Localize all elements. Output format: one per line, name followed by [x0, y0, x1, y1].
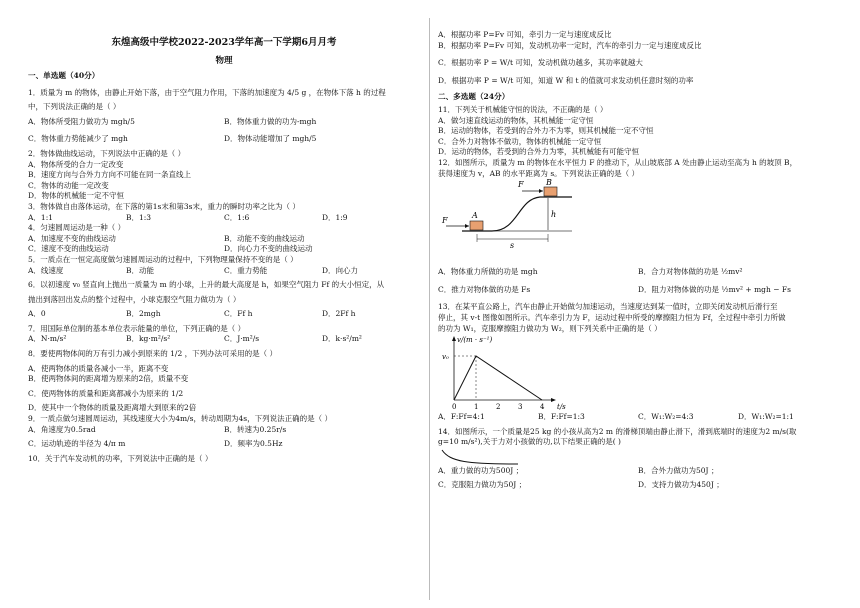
- tick-label: 4: [540, 403, 545, 412]
- question-text: 13．在某平直公路上，汽车由静止开始做匀加速运动，当速度达到某一值时，立即关闭发动机后滑行至: [438, 302, 778, 312]
- option-b: B．动能不变的曲线运动: [224, 233, 305, 243]
- label-a: A: [472, 211, 478, 221]
- question-text: g=10 m/s²),关于力对小孩做的功,以下结果正确的是( ): [438, 437, 621, 447]
- option-a: A．物体所受阻力做功为 mgh/5: [28, 116, 135, 126]
- option-a: A．F:Ff=4:1: [438, 412, 485, 422]
- right-column: [438, 0, 838, 608]
- section-heading: 二、多选题（24分）: [438, 92, 510, 102]
- label-f-bottom: F: [442, 216, 448, 226]
- y-axis-label: v/(m · s⁻¹): [457, 336, 493, 345]
- option-a: A．物体重力所做的功是 mgh: [438, 267, 538, 277]
- section-heading: 一、单选题（40分）: [28, 71, 100, 80]
- option-row: [28, 213, 420, 224]
- option-a: A．物体所受的合力一定改变: [28, 159, 124, 169]
- page-subtitle: 物理: [215, 56, 233, 66]
- option-c: C．重力势能: [224, 265, 268, 275]
- option-row: [28, 425, 420, 436]
- option-row: [28, 309, 420, 320]
- label-b: B: [546, 179, 552, 188]
- question-text: 4．匀速圆周运动是一种（ ）: [28, 223, 126, 233]
- question-text: 9．一质点做匀速圆周运动，其线速度大小为4m/s，转动周期为4s，下列说法正确的是（ ）: [28, 414, 333, 424]
- label-s: s: [510, 241, 515, 251]
- option-d: D．物体动能增加了 mgh/5: [224, 134, 317, 144]
- v0-label: v₀: [442, 353, 449, 362]
- question-text: 5．一质点在一恒定高度做匀速圆周运动的过程中，下列物理量保持不变的是（ ）: [28, 254, 298, 264]
- option-a: A．做匀速直线运动的物体，其机械能一定守恒: [438, 115, 594, 125]
- option-d: D．频率为0.5Hz: [224, 439, 283, 449]
- slope-figure: [440, 179, 600, 267]
- option-c: C．J·m²/s: [224, 334, 260, 344]
- question-text: 6．以初速度 v₀ 竖直向上抛出一质量为 m 的小球，上升的最大高度是 h，如果空气阻力 Ff 的大小恒定，从: [28, 280, 385, 290]
- option-d: D．根据功率 P = W/t 可知，知道 W 和 t 的值就可求发动机任意时刻的功率: [438, 75, 694, 85]
- option-c: C．Ff h: [224, 309, 253, 319]
- option-d: D．使其中一个物体的质量及距离增大到原来的2倍: [28, 403, 197, 413]
- question-text: 获得速度为 v，AB 的水平距离为 s。下列说法正确的是（ ）: [438, 168, 640, 178]
- option-row: [438, 466, 838, 477]
- option-row: [28, 266, 420, 277]
- option-c: C．物体重力势能减少了 mgh: [28, 134, 128, 144]
- option-b: B．合力对物体做的功是 ½mv²: [638, 267, 743, 277]
- option-d: D．k·s²/m²: [322, 334, 362, 344]
- question-text: 7．用国际单位制的基本单位表示能量的单位，下列正确的是（ ）: [28, 323, 246, 333]
- option-d: D．向心力不变的曲线运动: [224, 244, 313, 254]
- option-d: D．支持力做功为450J ；: [638, 480, 724, 490]
- option-b: B．根据功率 P=Fv 可知，发动机功率一定时，汽车的牵引力一定与速度成反比: [438, 40, 702, 50]
- slide-curve: [442, 450, 518, 464]
- tick-label: 0: [452, 403, 457, 412]
- option-b: B．F:Ff=1:3: [538, 412, 585, 422]
- option-row: [28, 334, 420, 345]
- option-c: C．W₁:W₂=4:3: [638, 412, 694, 422]
- question-text: 8．要使两物体间的万有引力减小到原来的 1/2 ，下列办法可采用的是（ ）: [28, 349, 277, 359]
- option-b: B．合外力做功为50J ；: [638, 465, 719, 475]
- question-text: 的功为 W₁，克服摩擦阻力做功为 W₂，则下列关系中正确的是（ ）: [438, 323, 662, 333]
- option-row: [28, 117, 420, 128]
- option-d: D．物体的机械能一定不守恒: [28, 191, 125, 201]
- option-a: A．根据功率 P=Fv 可知，牵引力一定与速度成反比: [438, 30, 612, 39]
- option-a: A．线速度: [28, 265, 64, 275]
- option-c: C．克服阻力做功为50J ；: [438, 480, 527, 490]
- option-row: [28, 134, 420, 145]
- option-a: A．重力做的功为500J ；: [438, 465, 524, 475]
- question-text: 12．如图所示，质量为 m 的物体在水平恒力 F 的推动下，从山坡底部 A 处由静止运动至高为 h 的坡顶 B，: [438, 157, 798, 167]
- left-column: [28, 0, 420, 608]
- tick-label: 2: [496, 403, 501, 412]
- option-c: C．速度不变的曲线运动: [28, 244, 109, 254]
- option-b: B．动能: [126, 265, 155, 275]
- option-b: B．速度方向与合外力方向不可能在同一条直线上: [28, 170, 192, 180]
- option-c: C．1:6: [224, 212, 250, 222]
- option-c: C．使两物体的质量和距离都减小为原来的 1/2: [28, 388, 184, 398]
- option-a: A．1:1: [28, 212, 53, 222]
- option-c: C．运动轨迹的半径为 4/π m: [28, 439, 126, 449]
- page-title: 东煌高级中学校2022-2023学年高一下学期6月月考: [111, 37, 337, 48]
- arrowhead-icon: [551, 398, 556, 402]
- option-a: A．角速度为0.5rad: [28, 424, 96, 434]
- x-axis-label: t/s: [557, 403, 566, 412]
- block-a: [470, 221, 483, 230]
- slide-figure: [438, 448, 528, 466]
- tick-label: 1: [474, 403, 479, 412]
- option-d: D．W₁:W₂=1:1: [738, 412, 794, 422]
- arrowhead-icon: [452, 336, 456, 341]
- label-h: h: [551, 210, 557, 220]
- option-b: B．运动的物体，若受到的合外力不为零，则其机械能一定不守恒: [438, 126, 654, 136]
- option-d: D．2Ff h: [322, 309, 356, 319]
- option-row: [438, 267, 838, 278]
- option-a: A．0: [28, 309, 46, 319]
- option-d: D．阻力对物体做的功是 ½mv² + mgh − Fs: [638, 284, 791, 294]
- option-d: D．1:9: [322, 212, 348, 222]
- option-row: [28, 244, 420, 255]
- option-c: C．合外力对物体不做功，物体的机械能一定守恒: [438, 136, 602, 146]
- question-text: 抛出到落回出发点的整个过程中，小球克服空气阻力做功为（ ）: [28, 294, 241, 304]
- question-text: 2．物体做曲线运动，下列说法中正确的是（ ）: [28, 148, 186, 158]
- question-text: 3．物体做自由落体运动，在下落的第1s末和第3s末，重力的瞬时功率之比为（ ）: [28, 201, 300, 211]
- arrowhead-icon: [539, 189, 543, 193]
- option-c: C．根据功率 P = W/t 可知，发动机做功越多，其功率就越大: [438, 58, 643, 68]
- option-b: B．2mgh: [126, 309, 161, 319]
- option-a: A．加速度不变的曲线运动: [28, 233, 116, 243]
- question-text: 10．关于汽车发动机的功率，下列说法中正确的是（ ）: [28, 453, 213, 463]
- arrowhead-icon: [465, 224, 469, 228]
- question-text: 11．下列关于机械能守恒的说法，不正确的是（ ）: [438, 104, 608, 114]
- option-b: B．使两物体间的距离增为原来的2倍，质量不变: [28, 374, 189, 384]
- option-a: A．N·m/s²: [28, 334, 67, 344]
- question-text: 14．如图所示，一个质量是25 kg 的小孩从高为2 m 的滑梯顶端由静止滑下，滑到底端时的速度为2 m/s(取: [438, 426, 797, 436]
- question-text: 1．质量为 m 的物体，由静止开始下落，由于空气阻力作用，下落的加速度为 4/5 g ，在物体下落 h 的过程: [28, 87, 386, 97]
- option-d: D．运动的物体，若受到的合外力为零，其机械能有可能守恒: [438, 147, 640, 157]
- vt-graph: [440, 334, 580, 412]
- option-c: C．推力对物体做的功是 Fs: [438, 284, 531, 294]
- option-b: B．kg·m²/s²: [126, 334, 171, 344]
- option-row: [438, 412, 838, 423]
- option-row: [28, 439, 420, 450]
- option-b: B．转速为0.25r/s: [224, 424, 287, 434]
- option-c: C．物体的动能一定改变: [28, 180, 109, 190]
- option-row: [28, 234, 420, 245]
- question-text: 停止，其 v-t 图像如图所示。汽车牵引力为 F，运动过程中所受的摩擦阻力恒为 Ff，全过程中牵引力所做: [438, 312, 786, 322]
- option-row: [438, 480, 838, 491]
- vt-line: [454, 356, 542, 400]
- label-f-top: F: [518, 180, 524, 190]
- option-b: B．1:3: [126, 212, 152, 222]
- column-divider: [429, 18, 430, 600]
- tick-label: 3: [518, 403, 523, 412]
- option-a: A．使两物体的质量各减小一半，距离不变: [28, 363, 169, 373]
- block-b: [544, 187, 557, 196]
- option-b: B．物体重力做的功为-mgh: [224, 116, 317, 126]
- option-row: [438, 285, 838, 296]
- question-text: 中，下列说法正确的是（ ）: [28, 102, 121, 112]
- option-d: D．向心力: [322, 265, 359, 275]
